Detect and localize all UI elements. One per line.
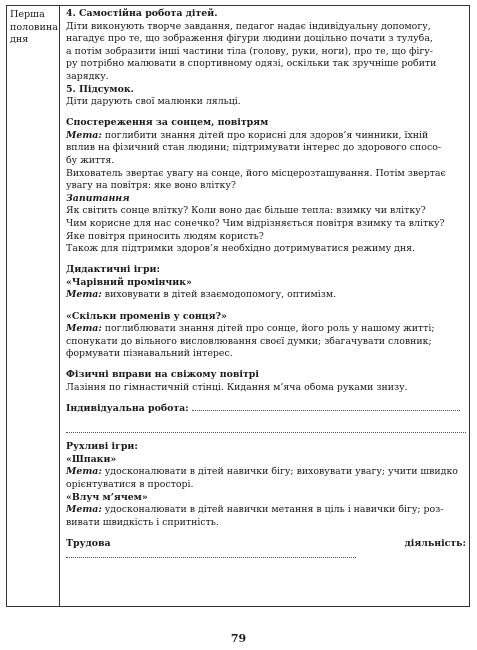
game-name: «Скільки променів у сонця?» [66,310,227,322]
physical-title: Фізичні вправи на свіжому повітрі [66,369,259,381]
text-line: нагадує про те, що зображення фігури людини доцільно почати з тулуба, [66,33,433,45]
labor-line [66,538,466,563]
fill-in-line [66,557,356,558]
goal-line: Мета: удосконалювати в дітей навички бігу; виховувати увагу; учити швидко [66,466,458,478]
individual-work-line [66,403,466,416]
text-line: а потім зобразити інші частини тіла (голову, руки, ноги), про те, що фігу- [66,45,433,57]
text-line: бу життя. [66,155,115,167]
didactic-title: Дидактичні ігри: [66,264,160,276]
game-name: «Влуч м’ячем» [66,491,148,503]
page-number: 79 [230,632,247,645]
game-name: «Чарівний промінчик» [66,276,192,288]
goal-label: Мета: [66,466,102,478]
plan-content [66,8,466,563]
text-line: вивати швидкість і спритність. [66,516,219,528]
goal-line: Мета: поглибити знання дітей про корисні для здоров’я чинники, їхній [66,129,429,141]
period-label-line: половина [10,21,58,33]
goal-line: Мета: поглиблювати знання дітей про сонце, його роль у нашому житті; [66,323,435,335]
text-line: спонукати до вільного висловлювання своєї думки; збагачувати словник; [66,335,432,347]
period-label-line: дня [10,34,29,45]
goal-line: Мета: удосконалювати в дітей навички метання в ціль і навички бігу; роз- [66,504,444,516]
question-line: Яке повітря приносить людям користь? [66,230,264,242]
text-line: вплив на фізичний стан людини; підтримувати інтерес до здорового спосо- [66,142,441,154]
text-line: Діти виконують творче завдання, педагог надає індивідуальну допомогу, [66,20,431,32]
goal-line: Мета: виховувати в дітей взаємодопомогу, оптимізм. [66,289,337,301]
goal-label: Мета: [66,504,102,516]
question-line: Чим корисне для нас сонечко? Чим відрізняється повітря взимку та влітку? [66,218,445,229]
observation-title: Спостереження за сонцем, повітрям [66,117,269,129]
section-5-title: 5. Підсумок. [66,83,134,95]
text-line: Також для підтримки здоров’я необхідно дотримуватися режиму дня. [66,243,415,255]
questions-label: Запитання [66,192,130,204]
mobile-games-title: Рухливі ігри: [66,441,138,453]
text-line: Діти дарують свої малюнки ляльці. [66,96,241,108]
text-line: увагу на повітря: яке воно влітку? [66,180,236,192]
text-line: Вихователь звертає увагу на сонце, його місцерозташування. Потім звертає [66,167,446,179]
labor-label: Трудова діяльність: [66,537,466,549]
text-line: формувати пізнавальний інтерес. [66,348,233,360]
fill-in-line [192,410,460,411]
goal-label: Мета: [66,289,102,301]
text-line: ру потрібно малювати в спортивному одязі, оскільки так зручніше робити [66,58,437,70]
section-4-title: 4. Самостійна робота дітей. [66,8,218,19]
fill-in-line [66,420,466,433]
period-label-line: Перша [10,9,45,20]
text-line: Лазіння по гімнастичній стінці. Кидання м’яча обома руками знизу. [66,382,408,394]
goal-label: Мета: [66,323,102,335]
goal-label: Мета: [66,129,102,141]
lesson-plan-table [6,5,470,607]
period-cell [7,6,60,606]
question-line: Як світить сонце влітку? Коли воно дає більше тепла: взимку чи влітку? [66,205,426,217]
text-line: зарядку. [66,70,109,82]
text-line: орієнтуватися в просторі. [66,479,194,490]
individual-work-label: Індивідуальна робота: [66,403,189,415]
game-name: «Шпаки» [66,453,117,465]
